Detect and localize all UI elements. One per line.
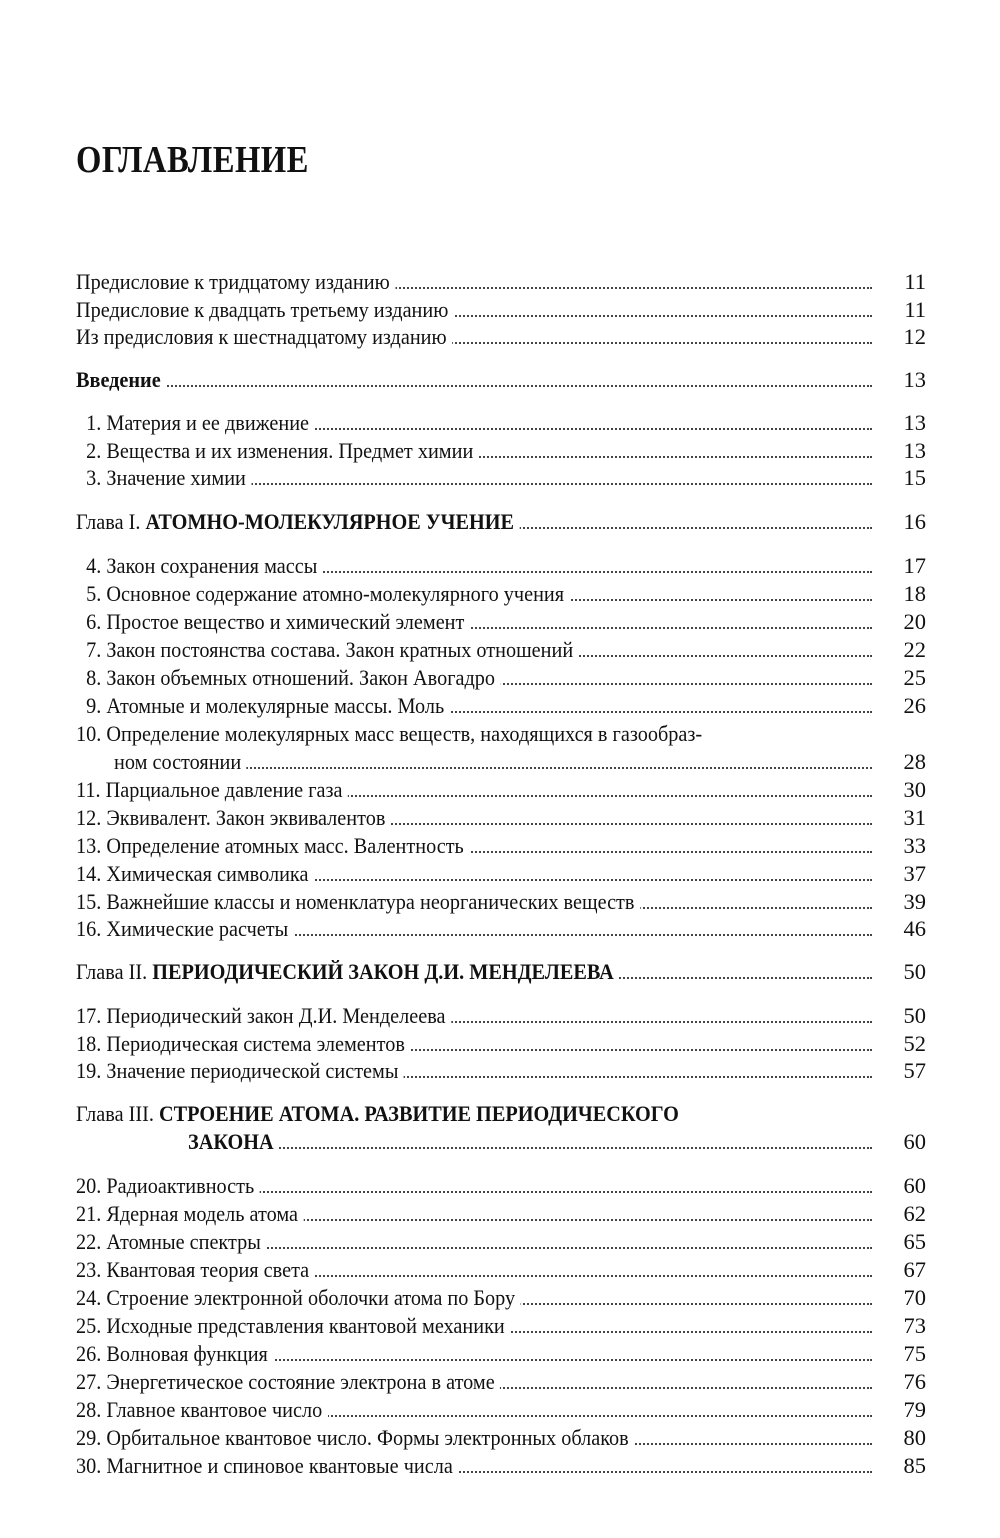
entry-text: 5. Основное содержание атомно-молекулярного учения (76, 580, 569, 608)
toc-entry-section[interactable] (76, 437, 926, 465)
toc-entry-section[interactable] (76, 1256, 926, 1284)
entry-text: 1. Материя и ее движение (76, 409, 314, 437)
toc-chapter-3-line1[interactable]: Глава III. СТРОЕНИЕ АТОМА. РАЗВИТИЕ ПЕРИОДИЧЕСКОГО (76, 1101, 679, 1126)
toc-entry-section[interactable] (76, 1340, 926, 1368)
page-number: 80 (886, 1424, 926, 1452)
leader-dots (76, 385, 872, 387)
toc-entry-section[interactable] (76, 636, 926, 664)
toc-entry-section[interactable] (76, 1172, 926, 1200)
entry-text: 9. Атомные и молекулярные массы. Моль (76, 692, 450, 720)
page-number: 20 (886, 608, 926, 636)
page-title: ОГЛАВЛЕНИЕ (76, 139, 309, 181)
page-number: 79 (886, 1396, 926, 1424)
page-number: 62 (886, 1200, 926, 1228)
entry-text: 14. Химическая символика (76, 860, 314, 888)
entry-text: Глава II. ПЕРИОДИЧЕСКИЙ ЗАКОН Д.И. МЕНДЕЛЕЕВА (76, 958, 619, 986)
entry-text: ЗАКОНА (188, 1128, 279, 1156)
toc-entry-section[interactable] (76, 1312, 926, 1340)
entry-text: 24. Строение электронной оболочки атома по Бору (76, 1284, 521, 1312)
entry-text: Из предисловия к шестнадцатому изданию (76, 323, 452, 351)
toc-entry-section[interactable] (76, 776, 926, 804)
leader-dots (188, 1147, 872, 1149)
page-number: 75 (886, 1340, 926, 1368)
toc-entry-section-line1[interactable]: 10. Определение молекулярных масс веществ, находящихся в газообраз- (76, 721, 703, 746)
entry-text: Предисловие к двадцать третьему изданию (76, 296, 454, 324)
toc-entry-section[interactable] (76, 1030, 926, 1058)
toc-entry-section[interactable] (76, 464, 926, 492)
entry-text: Предисловие к тридцатому изданию (76, 268, 395, 296)
toc-entry-section[interactable] (76, 1057, 926, 1085)
entry-text: Введение (76, 366, 166, 394)
entry-text: 20. Радиоактивность (76, 1172, 260, 1200)
page-number: 28 (886, 748, 926, 776)
entry-text: 21. Ядерная модель атома (76, 1200, 303, 1228)
entry-text: 15. Важнейшие классы и номенклатура неорганических веществ (76, 888, 640, 916)
page-number: 16 (886, 508, 926, 536)
page-number: 57 (886, 1057, 926, 1085)
entry-text: 8. Закон объемных отношений. Закон Авогадро (76, 664, 500, 692)
page-number: 30 (886, 776, 926, 804)
toc-entry-preface-23[interactable] (76, 296, 926, 324)
page-number: 67 (886, 1256, 926, 1284)
toc-entry-section[interactable] (76, 1452, 926, 1480)
toc-entry-section[interactable] (76, 1200, 926, 1228)
page-number: 22 (886, 636, 926, 664)
toc-entry-section[interactable] (76, 552, 926, 580)
page-number: 17 (886, 552, 926, 580)
entry-text: 23. Квантовая теория света (76, 1256, 315, 1284)
entry-text: 13. Определение атомных масс. Валентность (76, 832, 469, 860)
entry-text: 26. Волновая функция (76, 1340, 273, 1368)
page-number: 60 (886, 1128, 926, 1156)
toc-entry-section[interactable] (76, 1368, 926, 1396)
toc-entry-section[interactable] (76, 664, 926, 692)
page-number: 50 (886, 1002, 926, 1030)
page-number: 52 (886, 1030, 926, 1058)
page-number: 37 (886, 860, 926, 888)
page-number: 26 (886, 692, 926, 720)
entry-text: 16. Химические расчеты (76, 915, 294, 943)
toc-entry-section[interactable] (76, 1284, 926, 1312)
toc-entry-section[interactable] (76, 804, 926, 832)
entry-text: 11. Парциальное давление газа (76, 776, 348, 804)
entry-text: 25. Исходные представления квантовой механики (76, 1312, 510, 1340)
page-number: 60 (886, 1172, 926, 1200)
toc-entry-section[interactable] (76, 692, 926, 720)
page-number: 65 (886, 1228, 926, 1256)
page-number: 76 (886, 1368, 926, 1396)
entry-text: 6. Простое вещество и химический элемент (76, 608, 470, 636)
entry-text: 22. Атомные спектры (76, 1228, 266, 1256)
entry-text: Глава I. АТОМНО-МОЛЕКУЛЯРНОЕ УЧЕНИЕ (76, 508, 519, 536)
toc-entry-section[interactable] (76, 888, 926, 916)
page-number: 31 (886, 804, 926, 832)
entry-text: 29. Орбитальное квантовое число. Формы электронных облаков (76, 1424, 634, 1452)
page-number: 13 (886, 409, 926, 437)
page-number: 25 (886, 664, 926, 692)
page-number: 11 (886, 268, 926, 296)
toc-entry-section[interactable] (76, 1228, 926, 1256)
toc-entry-section[interactable] (76, 580, 926, 608)
toc-entry-section[interactable] (76, 1396, 926, 1424)
entry-text: 3. Значение химии (76, 464, 251, 492)
entry-text: 27. Энергетическое состояние электрона в атоме (76, 1368, 500, 1396)
page-number: 39 (886, 888, 926, 916)
page-number: 85 (886, 1452, 926, 1480)
entry-text: 7. Закон постоянства состава. Закон кратных отношений (76, 636, 579, 664)
page-number: 15 (886, 464, 926, 492)
entry-text: 4. Закон сохранения массы (76, 552, 323, 580)
page-number: 12 (886, 323, 926, 351)
entry-text: ном состоянии (114, 748, 247, 776)
toc-entry-section[interactable] (76, 608, 926, 636)
entry-text: 28. Главное квантовое число (76, 1396, 328, 1424)
toc-chapter-3[interactable] (188, 1128, 926, 1156)
page-number: 46 (886, 915, 926, 943)
entry-text: 30. Магнитное и спиновое квантовые числа (76, 1452, 458, 1480)
entry-text: 17. Периодический закон Д.И. Менделеева (76, 1002, 451, 1030)
entry-text: 19. Значение периодической системы (76, 1057, 404, 1085)
toc-entry-preface-16[interactable] (76, 323, 926, 351)
entry-text: 18. Периодическая система элементов (76, 1030, 410, 1058)
page-number: 70 (886, 1284, 926, 1312)
toc-entry-introduction[interactable] (76, 366, 926, 394)
toc-entry-section[interactable] (76, 832, 926, 860)
toc-entry-section[interactable] (76, 409, 926, 437)
toc-chapter-1[interactable] (76, 508, 926, 536)
toc-entry-section[interactable] (76, 915, 926, 943)
page-number: 73 (886, 1312, 926, 1340)
toc-entry-preface-30[interactable] (76, 268, 926, 296)
page-number: 18 (886, 580, 926, 608)
page-number: 50 (886, 958, 926, 986)
page-number: 33 (886, 832, 926, 860)
toc-entry-section[interactable] (76, 860, 926, 888)
entry-text: 2. Вещества и их изменения. Предмет химии (76, 437, 479, 465)
page-number: 13 (886, 366, 926, 394)
toc-entry-section[interactable] (76, 1424, 926, 1452)
toc-entry-section[interactable] (76, 1002, 926, 1030)
page-number: 11 (886, 296, 926, 324)
toc-chapter-2[interactable] (76, 958, 926, 986)
entry-text: 12. Эквивалент. Закон эквивалентов (76, 804, 391, 832)
toc-entry-section[interactable] (114, 748, 926, 776)
page-number: 13 (886, 437, 926, 465)
